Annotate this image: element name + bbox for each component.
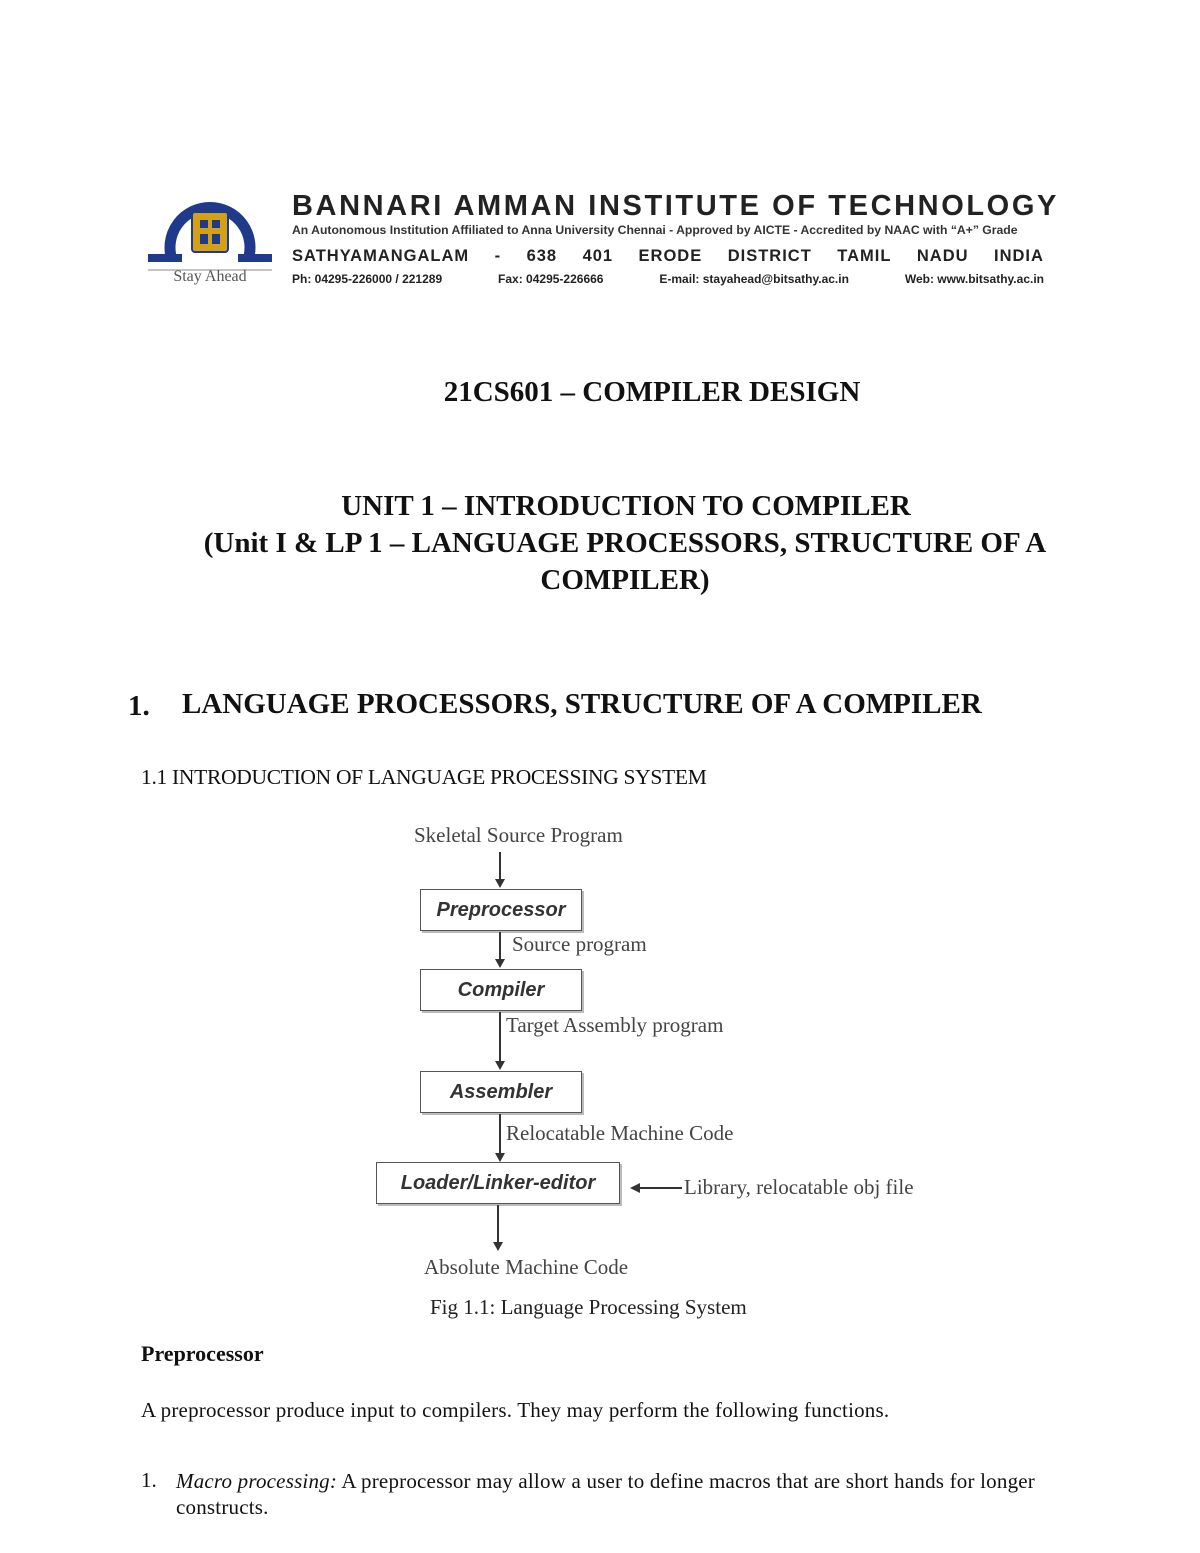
contact-phone: Ph: 04295-226000 / 221289 — [292, 272, 443, 286]
address-part: INDIA — [994, 247, 1044, 265]
contact-email: E-mail: stayahead@bitsathy.ac.in — [659, 272, 849, 286]
arrow-head-icon — [495, 959, 505, 968]
logo-tagline: Stay Ahead — [173, 268, 247, 285]
institute-affiliation: An Autonomous Institution Affiliated to Anna University Chennai - Approved by AICTE - Accredited by NAAC with “A+” Grade — [292, 223, 1018, 237]
unit-subtitle — [25, 525, 1200, 599]
address-part: 401 — [582, 247, 614, 265]
address-part: NADU — [916, 247, 969, 265]
arrow-head-icon — [495, 1061, 505, 1070]
arrow-line — [499, 1012, 501, 1062]
institute-name: BANNARI AMMAN INSTITUTE OF TECHNOLOGY — [292, 190, 1059, 222]
institute-contact — [292, 272, 1044, 286]
list-item-text: A preprocessor may allow a user to define macros that are short hands for longer constructs. — [176, 1469, 1035, 1519]
address-part: TAMIL — [837, 247, 892, 265]
paragraph-heading: Preprocessor — [141, 1341, 264, 1366]
arrow-line — [499, 852, 501, 880]
course-title: 21CS601 – COMPILER DESIGN — [443, 376, 861, 408]
edge-label-relocatable: Relocatable Machine Code — [506, 1121, 734, 1145]
list-item — [176, 1468, 1046, 1520]
address-part: SATHYAMANGALAM — [292, 247, 470, 265]
arrow-head-icon — [493, 1242, 503, 1251]
unit-title: UNIT 1 – INTRODUCTION TO COMPILER — [341, 490, 911, 522]
section-number: 1. — [128, 690, 150, 722]
edge-label-target-assembly: Target Assembly program — [506, 1013, 724, 1037]
list-item-number: 1. — [141, 1468, 157, 1492]
list-item-term: Macro processing: — [176, 1469, 338, 1493]
arrow-line — [499, 932, 501, 960]
address-part: 638 — [526, 247, 558, 265]
arrow-head-icon — [495, 1153, 505, 1162]
unit-subtitle-line: COMPILER) — [540, 564, 710, 596]
arrow-line — [499, 1114, 501, 1154]
section-title: LANGUAGE PROCESSORS, STRUCTURE OF A COMPILER — [182, 688, 982, 720]
diagram-output-label: Absolute Machine Code — [424, 1255, 629, 1279]
subsection-title: 1.1 INTRODUCTION OF LANGUAGE PROCESSING SYSTEM — [141, 765, 707, 789]
box-compiler: Compiler — [420, 969, 582, 1011]
arrow-line — [497, 1205, 499, 1243]
arrow-line — [640, 1187, 682, 1189]
address-part: - — [494, 247, 502, 265]
contact-fax: Fax: 04295-226666 — [498, 272, 604, 286]
address-part: DISTRICT — [727, 247, 812, 265]
address-part: ERODE — [638, 247, 703, 265]
figure-caption: Fig 1.1: Language Processing System — [430, 1295, 747, 1319]
box-preprocessor: Preprocessor — [420, 889, 582, 931]
arrow-head-left-icon — [630, 1183, 640, 1193]
box-loader-linker: Loader/Linker-editor — [376, 1162, 620, 1204]
edge-label-source-program: Source program — [512, 932, 647, 956]
side-input-label: Library, relocatable obj file — [684, 1175, 914, 1199]
institute-address — [292, 247, 1044, 266]
contact-web: Web: www.bitsathy.ac.in — [904, 272, 1044, 286]
unit-subtitle-line: (Unit I & LP 1 – LANGUAGE PROCESSORS, STRUCTURE OF A — [203, 527, 1047, 559]
arrow-head-icon — [495, 879, 505, 888]
diagram-input-label: Skeletal Source Program — [414, 823, 623, 847]
paragraph-text: A preprocessor produce input to compilers. They may perform the following functions. — [141, 1398, 890, 1422]
box-assembler: Assembler — [420, 1071, 582, 1113]
